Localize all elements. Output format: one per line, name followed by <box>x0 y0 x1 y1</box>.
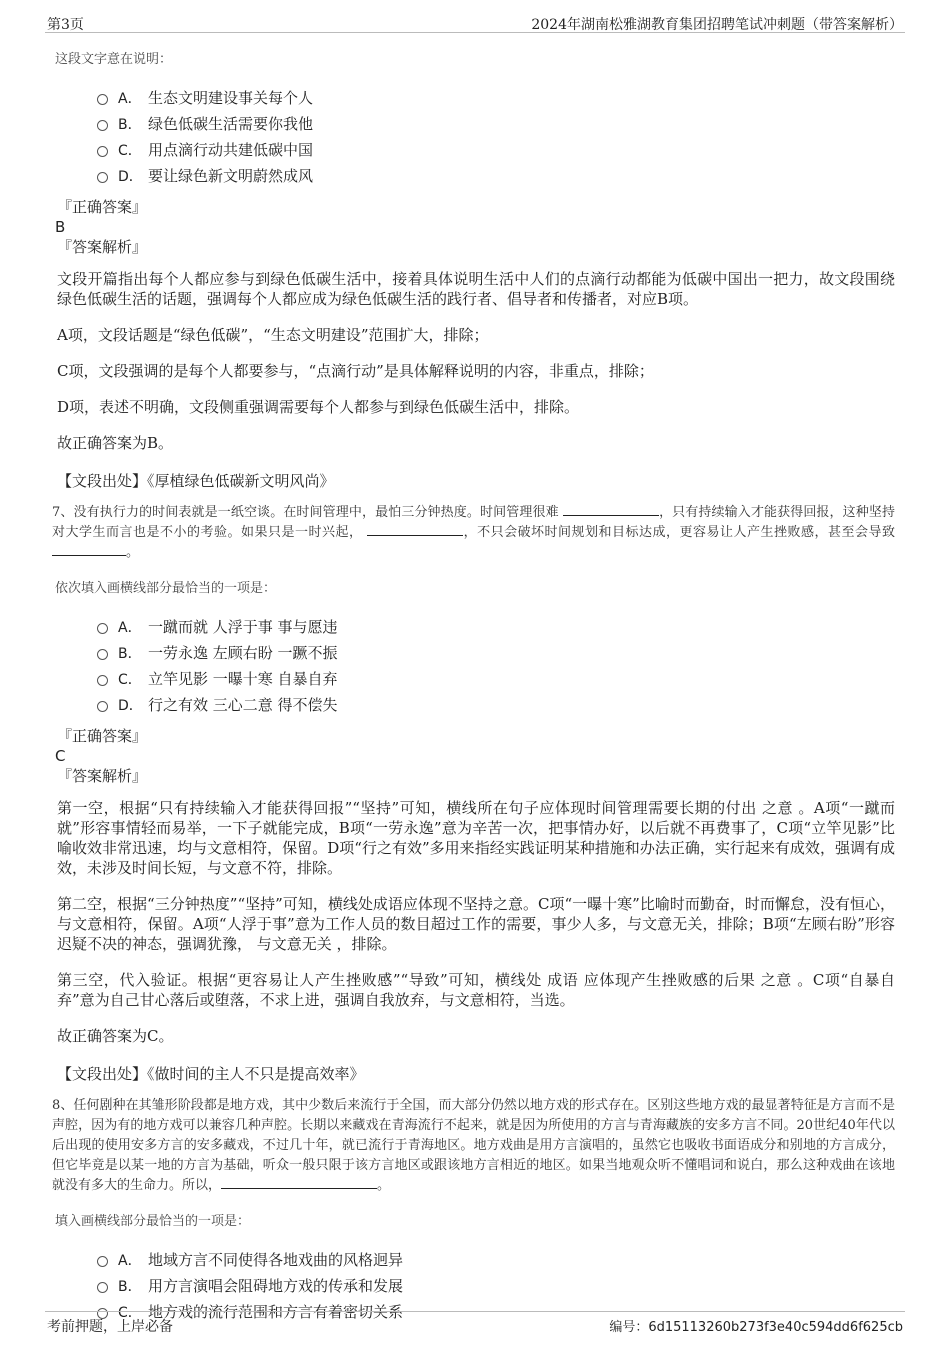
q7-question-text: 7、没有执行力的时间表就是一纸空谈。在时间管理中，最怕三分钟热度。时间管理很难 ，只有持续输入才能获得回报，这种坚持对大学生而言也是不小的考验。如果只是一时兴起， ，不只会破坏时间规划和目标达成，更容易让人产生挫败感，甚至会导致。 <box>52 505 895 560</box>
q7-option-b[interactable]: B． 一劳永逸 左顾右盼 一蹶不振 <box>97 640 895 666</box>
q7-source: 【文段出处】《做时间的主人不只是提高效率》 <box>57 1065 365 1083</box>
radio-icon[interactable] <box>97 120 108 131</box>
q6-prompt: 这段文字意在说明： <box>55 52 173 67</box>
q8-prompt: 填入画横线部分最恰当的一项是： <box>55 1214 251 1229</box>
q7-answer: C <box>55 747 66 765</box>
q8-question-text: 8、任何剧种在其雏形阶段都是地方戏，其中少数后来流行于全国，而大部分仍然以地方戏的形式存在。区别这些地方戏的最显著特征是方言而不是声腔，因为有的地方戏可以兼容几种声腔。长期以来藏戏在青海流行不起来，就是因为所使用的方言与青海藏族的安多方言不同。20世纪40年代以后出现的使用安多方言的安多藏戏，不过几十年，就已流行于青海地区。地方戏曲是用方言演唱的，虽然它也吸收书面语成分和别地的方言成分，但它毕竟是以某一地的方言为基础，听众一般只限于该方言地区或跟该地方言相近的地区。如果当地观众听不懂唱词和说白，那么这种戏曲在该地就没有多大的生命力。所以， 。 <box>52 1098 895 1193</box>
q7-option-c[interactable]: C． 立竿见影 一曝十寒 自暴自弃 <box>97 666 895 692</box>
page-number: 第3页 <box>47 17 84 33</box>
radio-icon[interactable] <box>97 675 108 686</box>
q6-analysis-paragraph: 文段开篇指出每个人都应参与到绿色低碳生活中，接着具体说明生活中人们的点滴行动都能为低碳中国出一把力，故文段围绕绿色低碳生活的话题，强调每个人都应成为绿色低碳生活的践行者、倡导者和传播者，对应B项。 <box>57 270 895 308</box>
q7-answer-label: 『正确答案』 <box>57 727 148 745</box>
radio-icon[interactable] <box>97 701 108 712</box>
q6-option-d[interactable]: D． 要让绿色新文明蔚然成风 <box>97 163 895 189</box>
radio-icon[interactable] <box>97 623 108 634</box>
radio-icon[interactable] <box>97 172 108 183</box>
q7-option-d[interactable]: D． 行之有效 三心二意 得不偿失 <box>97 692 895 718</box>
radio-icon[interactable] <box>97 146 108 157</box>
radio-icon[interactable] <box>97 1282 108 1293</box>
q6-answer-label: 『正确答案』 <box>57 198 148 216</box>
q6-analysis-paragraph: C项，文段强调的是每个人都要参与，“点滴行动”是具体解释说明的内容，非重点，排除； <box>57 362 654 380</box>
q8-option-c[interactable]: C． 地方戏的流行范围和方言有着密切关系 <box>97 1299 895 1325</box>
q7-option-a[interactable]: A． 一蹴而就 人浮于事 事与愿违 <box>97 614 895 640</box>
q7-options <box>55 614 895 718</box>
radio-icon[interactable] <box>97 1256 108 1267</box>
q7-blank-2[interactable] <box>367 523 463 536</box>
footer-slogan: 考前押题，上岸必备 <box>47 1319 173 1335</box>
document-title: 2024年湖南松雅湖教育集团招聘笔试冲刺题（带答案解析） <box>531 17 903 33</box>
page-footer <box>45 1311 905 1336</box>
q6-source: 【文段出处】《厚植绿色低碳新文明风尚》 <box>57 472 335 490</box>
radio-icon[interactable] <box>97 94 108 105</box>
q7-analysis-paragraph: 第三空，代入验证。根据“更容易让人产生挫败感”“导致”可知，横线处 成语 应体现产生挫败感的后果 之意 。C项“自暴自弃”意为自己甘心落后或堕落，不求上进，强调自我放弃，与文意相符，当选。 <box>57 971 895 1009</box>
q7-analysis-paragraph: 第一空，根据“只有持续输入才能获得回报”“坚持”可知，横线所在句子应体现时间管理需要长期的付出 之意 。A项“一蹴而就”形容事情轻而易举，一下子就能完成，B项“一劳永逸”意为辛苦一次，把事情办好，以后就不再费事了，C项“立竿见影”比喻收效非常迅速，均与文意相符，保留。D项“行之有效”多用来指经实践证明某种措施和办法正确，实行起来有成效，强调有成效，未涉及时间长短，与文意不符，排除。 <box>57 799 895 877</box>
q6-options <box>55 85 895 189</box>
q7-blank-1[interactable] <box>563 503 659 516</box>
q6-analysis-paragraph: A项，文段话题是“绿色低碳”，“生态文明建设”范围扩大，排除； <box>57 326 489 344</box>
q6-option-c[interactable]: C． 用点滴行动共建低碳中国 <box>97 137 895 163</box>
q7-prompt: 依次填入画横线部分最恰当的一项是： <box>55 581 277 596</box>
radio-icon[interactable] <box>97 649 108 660</box>
q7-analysis-paragraph: 故正确答案为C。 <box>57 1027 174 1045</box>
q6-analysis-label: 『答案解析』 <box>57 238 148 256</box>
q7-analysis-label: 『答案解析』 <box>57 767 148 785</box>
q8-option-b[interactable]: B． 用方言演唱会阻碍地方戏的传承和发展 <box>97 1273 895 1299</box>
page-header <box>45 12 905 33</box>
q7-analysis-paragraph: 第二空，根据“三分钟热度”“坚持”可知，横线处成语应体现不坚持之意。C项“一曝十寒”比喻时而勤奋，时而懈怠，没有恒心，与文意相符，保留。A项“人浮于事”意为工作人员的数目超过工作的需要，事少人多，与文意无关，排除；B项“左顾右盼”形容迟疑不决的神态，强调犹豫， 与文意无关 ，排除。 <box>57 895 895 953</box>
document-id: 编号：6d15113260b273f3e40c594dd6f625cb <box>609 1320 903 1335</box>
q8-blank[interactable] <box>221 1176 377 1189</box>
q6-analysis-paragraph: 故正确答案为B。 <box>57 434 174 452</box>
q6-option-a[interactable]: A． 生态文明建设事关每个人 <box>97 85 895 111</box>
q6-analysis-paragraph: D项，表述不明确，文段侧重强调需要每个人都参与到绿色低碳生活中，排除。 <box>57 398 580 416</box>
main-content <box>52 48 895 1333</box>
q8-option-a[interactable]: A． 地域方言不同使得各地戏曲的风格迥异 <box>97 1247 895 1273</box>
q6-answer: B <box>55 218 66 236</box>
q7-blank-3[interactable] <box>52 543 126 556</box>
q6-option-b[interactable]: B． 绿色低碳生活需要你我他 <box>97 111 895 137</box>
